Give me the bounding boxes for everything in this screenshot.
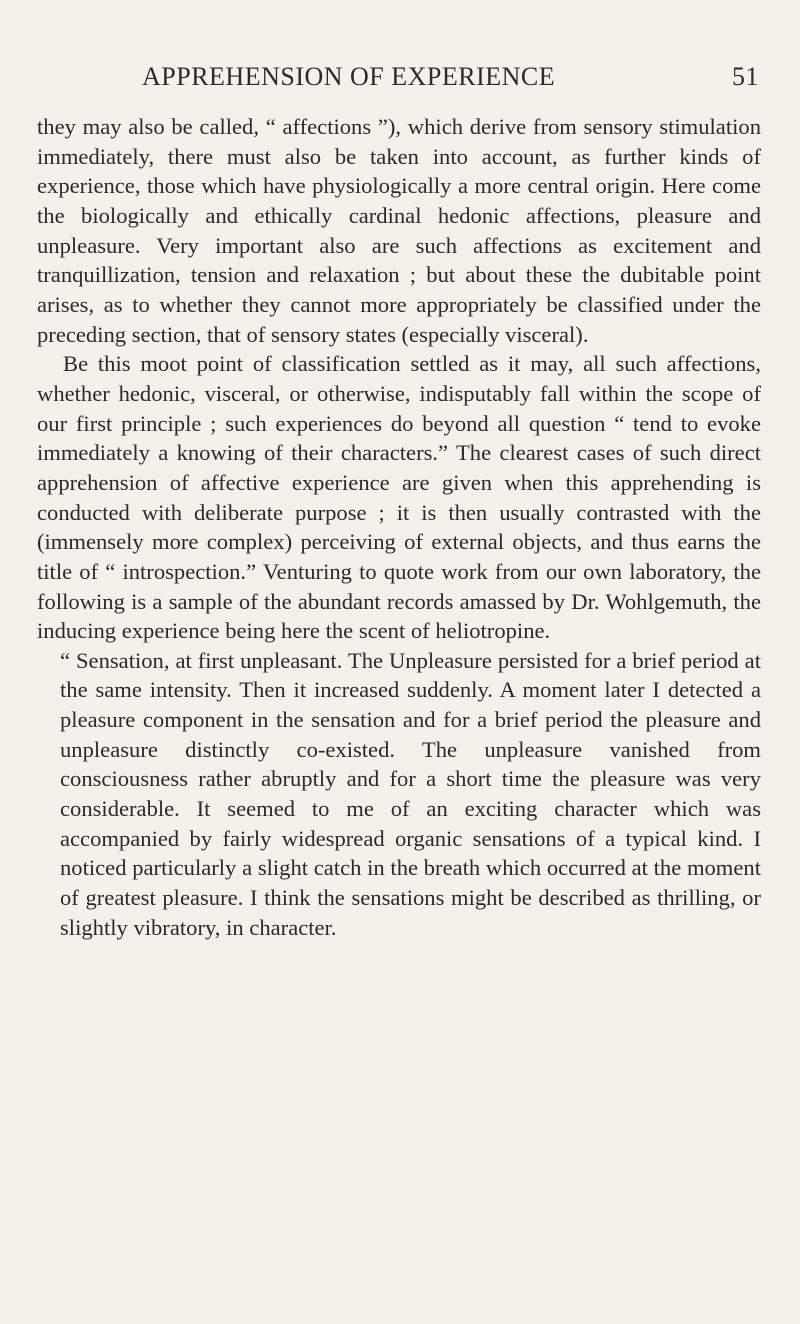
block-quote bbox=[60, 646, 761, 943]
paragraph-continued: they may also be called, “ affections ”), which derive from sensory stimulation immediately, there must also be taken into account, as further kinds of experience, those which have physiologically a more central origin. Here come the biologically and ethically cardinal hedonic affections, pleasure and unpleasure. Very important also are such affections as excitement and tranquillization, tension and relaxation ; but about these the dubitable point arises, as to whether they cannot more appropriately be classified under the preceding section, that of sensory states (especially visceral). bbox=[37, 114, 761, 347]
running-header bbox=[37, 62, 761, 102]
quote-text: “ Sensation, at first unpleasant. The Unpleasure persisted for a brief period at the same intensity. Then it increased suddenly. A moment later I detected a pleasure component in the sensation and for a brief period the pleasure and unpleasure distinctly co-existed. The unpleasure vanished from consciousness rather abruptly and for a short time the pleasure was very considerable. It seemed to me of an exciting character which was accompanied by fairly widespread organic sensations of a typical kind. I noticed particularly a slight catch in the breath which occurred at the moment of greatest pleasure. I think the sensations might be described as thrilling, or slightly vibratory, in character. bbox=[60, 647, 761, 940]
book-page bbox=[37, 62, 761, 942]
body-text bbox=[37, 112, 761, 942]
running-title: APPREHENSION OF EXPERIENCE bbox=[142, 62, 556, 91]
page-number: 51 bbox=[732, 62, 759, 91]
paragraph-classification: Be this moot point of classification settled as it may, all such affections, whether hedonic, visceral, or otherwise, indisputably fall within the scope of our first principle ; such experiences do beyond all question “ tend to evoke immediately a knowing of their characters.” The clearest cases of such direct apprehension of affective experience are given when this apprehending is conducted with deliberate purpose ; it is then usually contrasted with the (immensely more complex) perceiving of external objects, and thus earns the title of “ introspection.” Venturing to quote work from our own laboratory, the following is a sample of the abundant records amassed by Dr. Wohlgemuth, the inducing experience being here the scent of heliotropine. bbox=[37, 351, 761, 644]
